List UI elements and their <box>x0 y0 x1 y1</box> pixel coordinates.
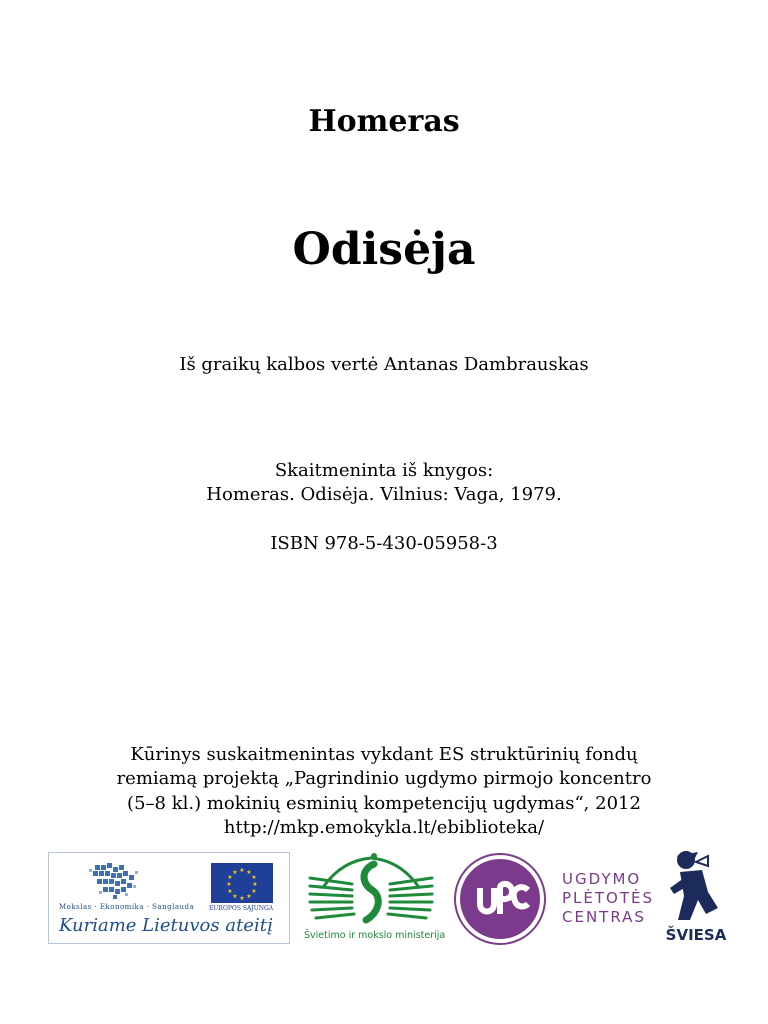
upc-line-1: UGDYMO <box>562 870 642 888</box>
ministry-logo <box>304 850 446 946</box>
svg-text:★: ★ <box>226 881 232 888</box>
sviesa-logo <box>664 848 728 946</box>
ministry-emblem-icon <box>304 850 438 930</box>
svg-text:★: ★ <box>246 893 252 900</box>
author-name: Homeras <box>308 104 460 139</box>
svg-text:★: ★ <box>232 893 238 900</box>
project-url[interactable]: http://mkp.emokykla.lt/ebiblioteka/ <box>223 817 545 838</box>
eu-flag-icon <box>211 863 273 903</box>
svg-text:★: ★ <box>239 867 245 874</box>
funding-line-1: Kūrinys suskaitmenintas vykdant ES struktūrinių fondų <box>130 744 638 765</box>
ministry-label: Švietimo ir mokslo ministerija <box>304 930 446 941</box>
sviesa-label: ŠVIESA <box>665 926 727 944</box>
funding-line-3: (5–8 kl.) mokinių esminių kompetencijų ugdymas“, 2012 <box>127 793 641 814</box>
source-citation: Homeras. Odisėja. Vilnius: Vaga, 1979. <box>206 484 562 505</box>
upc-line-3: CENTRAS <box>562 908 646 926</box>
upc-emblem-icon <box>452 852 552 946</box>
svg-text:★: ★ <box>251 888 257 895</box>
translator-line: Iš graikų kalbos vertė Antanas Dambrauskas <box>179 354 589 375</box>
esf-slogan: Kuriame Lietuvos ateitį <box>59 915 273 936</box>
source-heading: Skaitmeninta iš knygos: <box>274 460 494 481</box>
eu-label: EUROPOS SĄJUNGA <box>209 905 274 912</box>
svg-text:★: ★ <box>227 888 233 895</box>
svg-text:★: ★ <box>252 881 258 888</box>
svg-text:★: ★ <box>227 874 233 881</box>
funding-line-2: remiamą projektą „Pagrindinio ugdymo pirmojo koncentro <box>116 768 652 789</box>
sviesa-figure-icon <box>664 848 728 926</box>
svg-text:★: ★ <box>251 874 257 881</box>
lithuania-pixel-map-icon <box>89 861 149 901</box>
book-title: Odisėja <box>292 224 476 275</box>
svg-text:★: ★ <box>246 869 252 876</box>
upc-logo <box>452 852 655 946</box>
svg-text:★: ★ <box>232 869 238 876</box>
isbn: ISBN 978-5-430-05958-3 <box>270 533 498 554</box>
svg-text:★: ★ <box>239 895 245 902</box>
esf-motto: Mokslas · Ekonomika · Sanglauda <box>59 903 195 911</box>
esf-logo <box>48 852 290 944</box>
upc-line-2: PLĖTOTĖS <box>562 889 655 907</box>
upc-wordmark <box>562 870 654 927</box>
